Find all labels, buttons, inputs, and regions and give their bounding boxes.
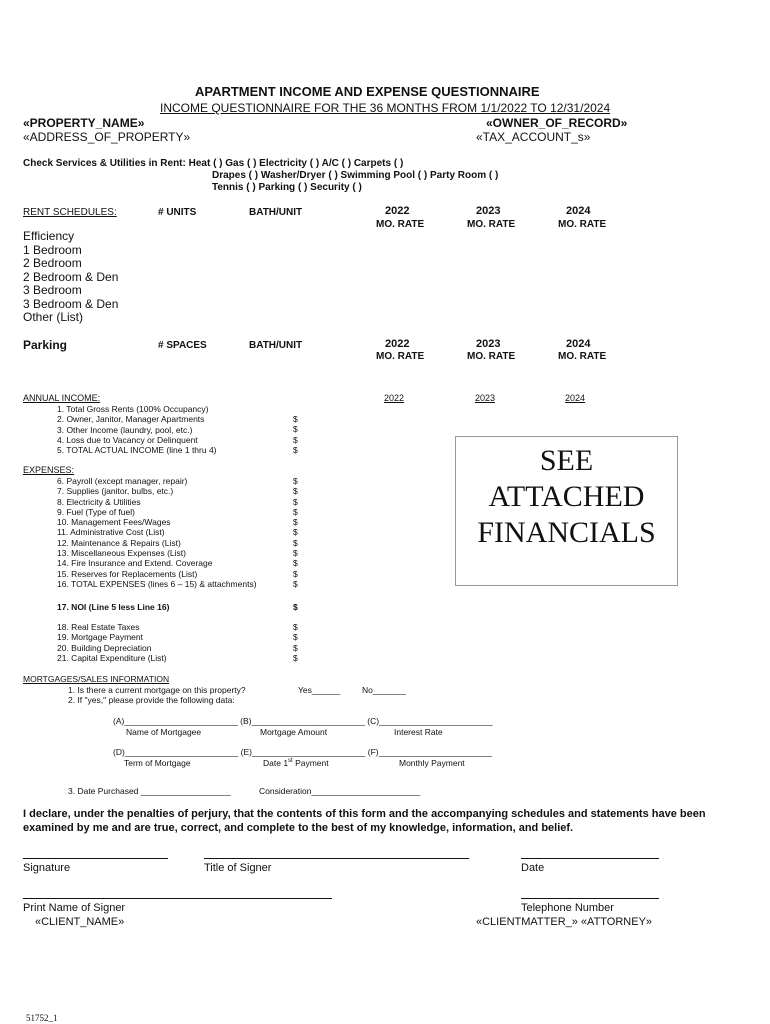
- expense-item: 16. TOTAL EXPENSES (lines 6 – 15) & attachments): [57, 578, 257, 589]
- expenses-label: EXPENSES:: [23, 465, 75, 475]
- income-year-2022: 2022: [384, 393, 405, 403]
- signature-label: Signature: [23, 862, 71, 874]
- expense-item: 9. Fuel (Type of fuel): [57, 506, 135, 517]
- see-attached-line: ATTACHED: [488, 480, 645, 513]
- units-column-header: # UNITS: [158, 207, 197, 218]
- rent-schedules-label: RENT SCHEDULES:: [23, 207, 117, 218]
- services-line-2: Drapes ( ) Washer/Dryer ( ) Swimming Pool ( ) Party Room ( ): [212, 170, 499, 181]
- mortgage-yes-field[interactable]: Yes______: [298, 685, 341, 695]
- unit-type-row: 1 Bedroom: [23, 242, 82, 257]
- expense-item: 8. Electricity & Utilities: [57, 496, 141, 507]
- unit-type-list: [23, 230, 118, 325]
- dollar-sign: $: [293, 548, 298, 559]
- rent-year-2022: 2022: [385, 205, 410, 217]
- title-of-signer-line[interactable]: [204, 858, 469, 859]
- other-items-list: [57, 622, 167, 663]
- name-of-mortgagee-label: Name of Mortgagee: [126, 727, 202, 737]
- date-first-payment-label: Date 1st Payment: [263, 758, 329, 768]
- client-matter-field: «CLIENTMATTER_» «ATTORNEY»: [476, 916, 653, 928]
- mortgage-question-1: 1. Is there a current mortgage on this property?: [68, 685, 246, 695]
- income-item: 2. Owner, Janitor, Manager Apartments: [57, 414, 205, 425]
- dollar-sign: $: [293, 578, 298, 589]
- expense-item: 12. Maintenance & Repairs (List): [57, 537, 181, 548]
- document-code: 51752_1: [26, 1013, 58, 1023]
- see-attached-line: SEE: [539, 444, 594, 477]
- noi-dollar: $: [293, 602, 298, 612]
- income-item: 4. Loss due to Vacancy or Delinquent: [57, 434, 198, 445]
- unit-type-row: 2 Bedroom & Den: [23, 269, 119, 284]
- print-name-label: Print Name of Signer: [23, 902, 126, 914]
- mortgage-section-label: MORTGAGES/SALES INFORMATION: [23, 674, 170, 684]
- income-items-list: [57, 404, 217, 455]
- see-attached-line: FINANCIALS: [477, 516, 656, 549]
- print-name-line[interactable]: [23, 898, 332, 899]
- mortgage-no-field[interactable]: No_______: [362, 685, 406, 695]
- parking-mo-rate-2023: MO. RATE: [467, 351, 516, 362]
- unit-type-row: 2 Bedroom: [23, 256, 82, 270]
- unit-type-row: Other (List): [23, 310, 84, 324]
- dollar-sign: $: [293, 558, 298, 569]
- income-year-2024: 2024: [565, 393, 586, 403]
- title-of-signer-label: Title of Signer: [204, 862, 272, 874]
- dollar-sign: $: [293, 486, 298, 497]
- unit-type-row: 3 Bedroom: [23, 283, 82, 297]
- dollar-sign: $: [293, 527, 298, 538]
- unit-type-row: 3 Bedroom & Den: [23, 296, 119, 311]
- expense-item: 7. Supplies (janitor, bulbs, etc.): [57, 486, 174, 497]
- rent-year-2023: 2023: [476, 205, 501, 217]
- parking-year-2023: 2023: [476, 338, 501, 350]
- expense-item: 14. Fire Insurance and Extend. Coverage: [57, 558, 213, 569]
- dollar-sign: $: [293, 568, 298, 579]
- expense-items-list: [57, 476, 257, 589]
- parking-year-2022: 2022: [385, 338, 410, 350]
- expense-item: 6. Payroll (except manager, repair): [57, 476, 188, 486]
- expense-item: 11. Administrative Cost (List): [57, 527, 165, 538]
- date-purchased-field[interactable]: 3. Date Purchased ___________________: [68, 786, 231, 796]
- parking-mo-rate-2024: MO. RATE: [558, 351, 607, 362]
- declaration-line-1: I declare, under the penalties of perjury, that the contents of this form and the accompanying schedules and statements have been: [23, 808, 706, 820]
- telephone-line[interactable]: [521, 898, 659, 899]
- other-item: 20. Building Depreciation: [57, 642, 152, 653]
- dollar-sign: $: [293, 652, 298, 663]
- dollar-sign: $: [293, 434, 298, 445]
- telephone-label: Telephone Number: [521, 902, 614, 914]
- income-dollar-column: [293, 414, 298, 455]
- expense-item: 10. Management Fees/Wages: [57, 517, 171, 528]
- date-line[interactable]: [521, 858, 659, 859]
- address-of-property-field: «ADDRESS_OF_PROPERTY»: [23, 130, 191, 144]
- mo-rate-2022: MO. RATE: [376, 219, 425, 230]
- monthly-payment-label: Monthly Payment: [399, 758, 465, 768]
- mortgage-question-2: 2. If "yes," please provide the following data:: [68, 695, 235, 705]
- dollar-sign: $: [293, 424, 298, 435]
- expense-item: 15. Reserves for Replacements (List): [57, 568, 198, 579]
- services-line-3: Tennis ( ) Parking ( ) Security ( ): [212, 182, 362, 193]
- consideration-field[interactable]: Consideration_______________________: [259, 786, 421, 796]
- annual-income-label: ANNUAL INCOME:: [23, 393, 101, 403]
- mortgage-amount-label: Mortgage Amount: [260, 727, 328, 737]
- unit-type-row: Efficiency: [23, 229, 75, 243]
- interest-rate-label: Interest Rate: [394, 727, 443, 737]
- dollar-sign: $: [293, 632, 298, 643]
- other-dollar-column: [293, 622, 298, 663]
- income-item: 1. Total Gross Rents (100% Occupancy): [57, 404, 209, 414]
- dollar-sign: $: [293, 517, 298, 528]
- client-name-field: «CLIENT_NAME»: [35, 916, 125, 928]
- income-year-2023: 2023: [475, 393, 496, 403]
- see-attached-financials-box: [455, 436, 678, 586]
- parking-label: Parking: [23, 338, 68, 352]
- date-label: Date: [521, 862, 545, 874]
- property-name-field: «PROPERTY_NAME»: [23, 116, 145, 130]
- declaration-line-2: examined by me and are true, correct, and complete to the best of my knowledge, information, and belief.: [23, 822, 574, 834]
- dollar-sign: $: [293, 414, 298, 424]
- tax-account-field: «TAX_ACCOUNT_s»: [476, 130, 591, 144]
- dollar-sign: $: [293, 537, 298, 548]
- owner-of-record-field: «OWNER_OF_RECORD»: [486, 116, 628, 130]
- parking-bath-unit-header: BATH/UNIT: [249, 340, 303, 351]
- dollar-sign: $: [293, 496, 298, 507]
- expense-item: 13. Miscellaneous Expenses (List): [57, 548, 186, 559]
- spaces-column-header: # SPACES: [158, 340, 207, 351]
- dollar-sign: $: [293, 476, 298, 486]
- other-item: 18. Real Estate Taxes: [57, 622, 140, 632]
- dollar-sign: $: [293, 642, 298, 653]
- dollar-sign: $: [293, 444, 298, 455]
- noi-label: 17. NOI (Line 5 less Line 16): [57, 602, 170, 612]
- other-item: 19. Mortgage Payment: [57, 632, 143, 643]
- mortgage-row-2-fields[interactable]: (D)________________________ (E)________________________ (F)________________________: [113, 747, 493, 757]
- income-item: 3. Other Income (laundry, pool, etc.): [57, 424, 193, 435]
- parking-mo-rate-2022: MO. RATE: [376, 351, 425, 362]
- page-subtitle: INCOME QUESTIONNAIRE FOR THE 36 MONTHS FROM 1/1/2022 TO 12/31/2024: [160, 101, 611, 115]
- parking-year-2024: 2024: [566, 338, 591, 350]
- term-of-mortgage-label: Term of Mortgage: [124, 758, 191, 768]
- other-item: 21. Capital Expenditure (List): [57, 652, 167, 663]
- rent-year-2024: 2024: [566, 205, 591, 217]
- services-line-1: Check Services & Utilities in Rent: Heat ( ) Gas ( ) Electricity ( ) A/C ( ) Carpets ( ): [23, 158, 404, 169]
- expense-dollar-column: [293, 476, 298, 589]
- mo-rate-2023: MO. RATE: [467, 219, 516, 230]
- mortgage-row-1-fields[interactable]: (A)________________________ (B)________________________ (C)________________________: [113, 716, 493, 726]
- income-item: 5. TOTAL ACTUAL INCOME (line 1 thru 4): [57, 445, 217, 456]
- page-title: APARTMENT INCOME AND EXPENSE QUESTIONNAIRE: [195, 84, 540, 99]
- bath-unit-column-header: BATH/UNIT: [249, 207, 303, 218]
- dollar-sign: $: [293, 506, 298, 517]
- signature-line[interactable]: [23, 858, 168, 859]
- dollar-sign: $: [293, 622, 298, 632]
- mo-rate-2024: MO. RATE: [558, 219, 607, 230]
